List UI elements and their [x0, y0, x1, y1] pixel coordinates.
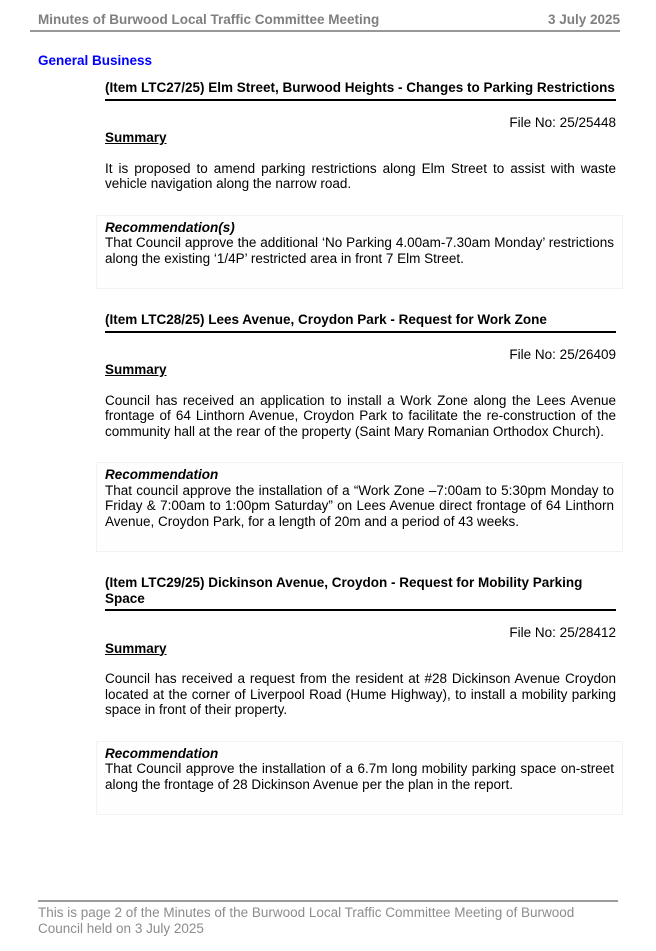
page-footer: [38, 900, 618, 936]
recommendation-text: That council approve the installation of a “Work Zone –7:00am to 5:30pm Monday to Friday & 7:00am to 1:00pm Saturday” on Lees Avenue direct frontage of 64 Linthorn Avenue, Croydon Park, for a length of 20m and a period of 43 weeks.: [105, 482, 614, 529]
summary-text: It is proposed to amend parking restrictions along Elm Street to assist with waste vehicle navigation along the narrow road.: [105, 160, 616, 191]
page-header: [30, 12, 620, 32]
summary-text: Council has received a request from the resident at #28 Dickinson Avenue Croydon located at the corner of Liverpool Road (Hume Highway), to install a mobility parking space in front of their property.: [105, 671, 616, 717]
recommendation-label: Recommendation: [105, 467, 219, 482]
file-number: File No: 25/28412: [509, 625, 616, 640]
summary-label: Summary: [105, 362, 167, 377]
file-number: File No: 25/25448: [509, 114, 616, 130]
item-heading: (Item LTC27/25) Elm Street, Burwood Heights - Changes to Parking Restrictions: [105, 80, 616, 101]
file-number: File No: 25/26409: [509, 346, 616, 362]
summary-label: Summary: [105, 130, 167, 145]
recommendation-text: That Council approve the additional ‘No Parking 4.00am-7.30am Monday’ restrictions along the existing ‘1/4P’ restricted area in front 7 Elm Street.: [105, 235, 614, 266]
summary-label: Summary: [105, 640, 167, 656]
item-ltc28-25: [105, 312, 616, 551]
minutes-content: [105, 80, 616, 838]
recommendation-block: [97, 742, 622, 815]
recommendation-block: [97, 216, 622, 289]
header-title: Minutes of Burwood Local Traffic Committee Meeting: [38, 12, 380, 27]
footer-text: This is page 2 of the Minutes of the Burwood Local Traffic Committee Meeting of Burwood Council held on 3 July 2025: [38, 905, 575, 936]
item-ltc27-25: [105, 80, 616, 288]
item-heading: (Item LTC28/25) Lees Avenue, Croydon Park - Request for Work Zone: [105, 312, 616, 333]
recommendation-text: That Council approve the installation of a 6.7m long mobility parking space on-street along the frontage of 28 Dickinson Avenue per the plan in the report.: [105, 761, 614, 792]
recommendation-label: Recommendation(s): [105, 219, 235, 235]
summary-text: Council has received an application to install a Work Zone along the Lees Avenue frontage of 64 Linthorn Avenue, Croydon Park to facilitate the re-construction of the community hall at the rear of the property (Saint Mary Romanian Orthodox Church).: [105, 392, 616, 439]
recommendation-block: [97, 463, 622, 551]
header-date: 3 July 2025: [547, 12, 620, 27]
item-ltc29-25: [105, 575, 616, 814]
recommendation-label: Recommendation: [105, 745, 219, 761]
section-title: General Business: [38, 53, 153, 68]
item-heading: (Item LTC29/25) Dickinson Avenue, Croydon - Request for Mobility Parking Space: [105, 575, 616, 611]
